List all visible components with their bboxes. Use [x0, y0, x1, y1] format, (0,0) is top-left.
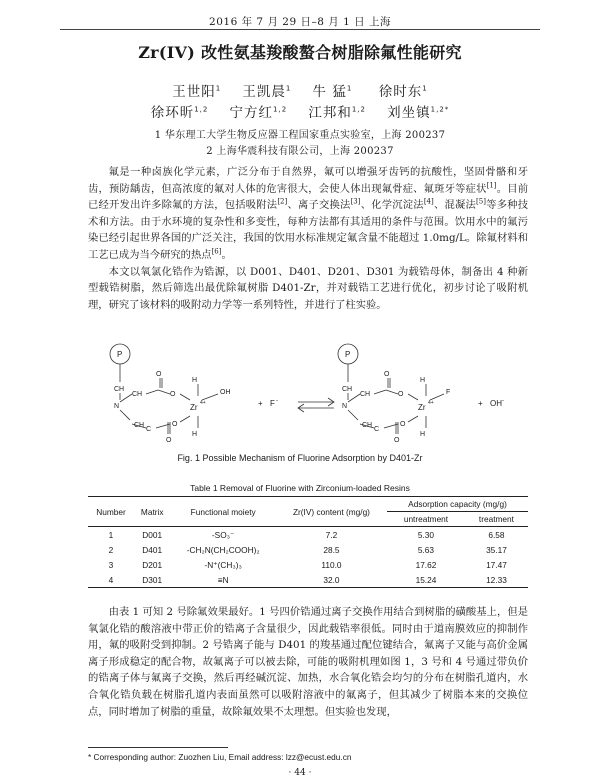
- fluorine-removal-table: [88, 496, 528, 588]
- svg-text:-: -: [276, 398, 278, 404]
- citation: [1]: [486, 181, 497, 190]
- svg-text:H: H: [192, 431, 198, 438]
- author-name: 王世阳: [172, 84, 216, 100]
- svg-text:N: N: [114, 403, 120, 410]
- col-header-moiety: Functional moiety: [170, 497, 275, 527]
- author-affil-sup: 1: [215, 84, 222, 93]
- table-row: 3 D201 -N⁺(CH₃)₃ 110.0 17.62 17.47: [108, 559, 507, 570]
- svg-text:O: O: [398, 391, 404, 398]
- svg-text:4+: 4+: [200, 400, 206, 406]
- svg-text:CH: CH: [360, 391, 371, 398]
- corresponding-author-footnote: * Corresponding author: Zuozhen Liu, Email address: lzz@ecust.edu.cn: [88, 752, 352, 762]
- footnote-rule: [88, 747, 228, 748]
- svg-text:Zr: Zr: [418, 403, 426, 412]
- paper-title: Zr(IV) 改性氨基羧酸螯合树脂除氟性能研究: [138, 43, 462, 62]
- svg-text:-: -: [502, 398, 504, 404]
- col-header-capacity: Adsorption capacity (mg/g): [387, 497, 528, 512]
- svg-text:CH: CH: [132, 391, 143, 398]
- svg-text:CH: CH: [362, 422, 373, 429]
- intro-paragraph-2: 本文以氧氯化锆作为锆源，以 D001、D401、D201、D301 为载锆母体，制备出 4 种新型载锆树脂，然后筛选出最优除氟树脂 D401-Zr，并对载锆工艺进行优化，初步讨论了吸附机理，研究了该材料的吸附动力学等一系列特性，并进行了柱实验。: [88, 265, 528, 311]
- svg-text:OH: OH: [490, 399, 502, 408]
- svg-text:O: O: [384, 371, 390, 378]
- author-affil-sup: 1: [422, 84, 428, 93]
- svg-text:H: H: [420, 377, 426, 384]
- svg-text:O: O: [156, 371, 162, 378]
- col-header-content: Zr(IV) content (mg/g): [276, 497, 387, 527]
- author-affil-sup: 1,2: [194, 105, 209, 114]
- introduction-section: [88, 164, 528, 313]
- col-header-untreatment: untreatment: [387, 512, 465, 527]
- figure-caption: Fig. 1 Possible Mechanism of Fluorine Adsorption by D401-Zr: [177, 453, 423, 463]
- author-affil-sup: 1,2*: [430, 105, 450, 114]
- col-header-number: Number: [88, 497, 134, 527]
- svg-text:+: +: [478, 399, 483, 408]
- citation: [2]: [277, 197, 288, 206]
- svg-text:CH: CH: [134, 422, 145, 429]
- svg-text:O: O: [172, 421, 178, 428]
- table-caption: Table 1 Removal of Fluorine with Zirconium-loaded Resins: [190, 483, 410, 493]
- author-affil-sup: 1,2: [273, 105, 288, 114]
- authors-line-2: [0, 101, 600, 121]
- svg-text:P: P: [345, 350, 351, 359]
- svg-text:H: H: [192, 377, 198, 384]
- table-row: 1 D001 -SO₃⁻ 7.2 5.30 6.58: [108, 529, 505, 540]
- author-name: 徐时东: [378, 84, 423, 100]
- col-header-treatment: treatment: [465, 512, 528, 527]
- svg-text:F: F: [446, 389, 451, 396]
- svg-text:P: P: [117, 350, 123, 359]
- col-header-matrix: Matrix: [134, 497, 170, 527]
- discussion-section: [88, 604, 528, 720]
- svg-text:O: O: [394, 437, 400, 444]
- author-name: 宁方红: [229, 105, 274, 121]
- svg-text:C: C: [374, 426, 380, 433]
- svg-text:C: C: [146, 426, 152, 433]
- page-number: · 44 ·: [288, 768, 312, 778]
- svg-text:H: H: [420, 431, 426, 438]
- discussion-paragraph: 由表 1 可知 2 号除氟效果最好。1 号四价锆通过离子交换作用结合到树脂的磺酸基上，但是氧氯化锆的酸溶液中带正价的锆离子含量很少，因此载锆率很低。同时由于道南膜效应的抑制作用，氟的吸附受到抑制。2 号锆离子能与 D401 的羧基通过配位键结合，氟离子又能与高价金属离子形成稳定的配合物，故氟离子可以被去除，可能的吸附机理如图 1，3 号和 4 号通过带负价的锆离子体与氟离子交换，然后再经碱沉淀、加热，水合氧化锆会均匀的分布在树脂孔道内，水合氧化锆负载在树脂孔道内表面虽然可以吸附溶液中的氟离子，但其减少了树脂本来的交换位点，同时增加了树脂的重量，故除氟效果不太理想。但实验也发现，: [88, 606, 528, 718]
- affiliation-2: 2 上海华震科技有限公司，上海 200237: [206, 146, 394, 157]
- author-affil-sup: 1: [285, 84, 292, 93]
- header-rule: [60, 29, 540, 30]
- author-name: 王凯晨: [242, 84, 286, 100]
- citation: [5]: [476, 197, 486, 206]
- svg-text:CH: CH: [342, 386, 353, 393]
- svg-text:+: +: [258, 399, 263, 408]
- author-name: 徐环昕: [150, 105, 195, 121]
- author-affil-sup: 1: [346, 84, 353, 93]
- svg-text:O: O: [400, 421, 406, 428]
- conference-date-header: 2016 年 7 月 29 日–8 月 1 日 上海: [209, 16, 391, 28]
- table-row: 2 D401 -CH₂N(CH₂COOH)₂ 28.5 5.63 35.17: [108, 544, 507, 555]
- author-name: 江邦和: [308, 105, 352, 121]
- svg-text:N: N: [342, 403, 348, 410]
- affiliation-1: 1 华东理工大学生物反应器工程国家重点实验室，上海 200237: [154, 130, 446, 141]
- author-name: 牛 猛: [312, 84, 347, 100]
- svg-text:Zr: Zr: [190, 403, 198, 412]
- citation: [6]: [211, 247, 222, 256]
- svg-text:O: O: [170, 391, 176, 398]
- citation: [3]: [350, 197, 361, 206]
- intro-paragraph-1: 氟是一种卤族化学元素，广泛分布于自然界，氟可以增强牙齿钙的抗酸性，坚固骨骼和牙齿，预防龋齿，但高浓度的氟对人体的危害很大，会使人体出现氟骨症、氟斑牙等症状[1]。目前已经开发出许多除氟的方法，包括吸附法[2]、离子交换法[3]、化学沉淀法[4]、混凝法[5]等多种技术和方法。由于水环境的复杂性和多变性，每种方法都有其适用的条件与范围。饮用水中的氟污染已经引起世界各国的广泛关注，我国的饮用水标准规定氟含量不能超过 1.0mg/L。除氟材料和工艺已成为当今研究的热点[6]。: [88, 166, 529, 261]
- table-row: 4 D301 ≡N 32.0 15.24 12.33: [88, 572, 528, 588]
- authors-line-1: [0, 80, 600, 100]
- svg-text:4+: 4+: [428, 400, 434, 406]
- svg-text:CH: CH: [114, 386, 125, 393]
- svg-text:OH: OH: [220, 389, 231, 396]
- citation: [4]: [423, 197, 434, 206]
- author-affil-sup: 1,2: [351, 105, 366, 114]
- svg-text:O: O: [166, 437, 172, 444]
- author-name: 刘坐镇: [387, 105, 431, 121]
- adsorption-mechanism-figure: [90, 338, 520, 448]
- svg-text:F: F: [270, 399, 275, 408]
